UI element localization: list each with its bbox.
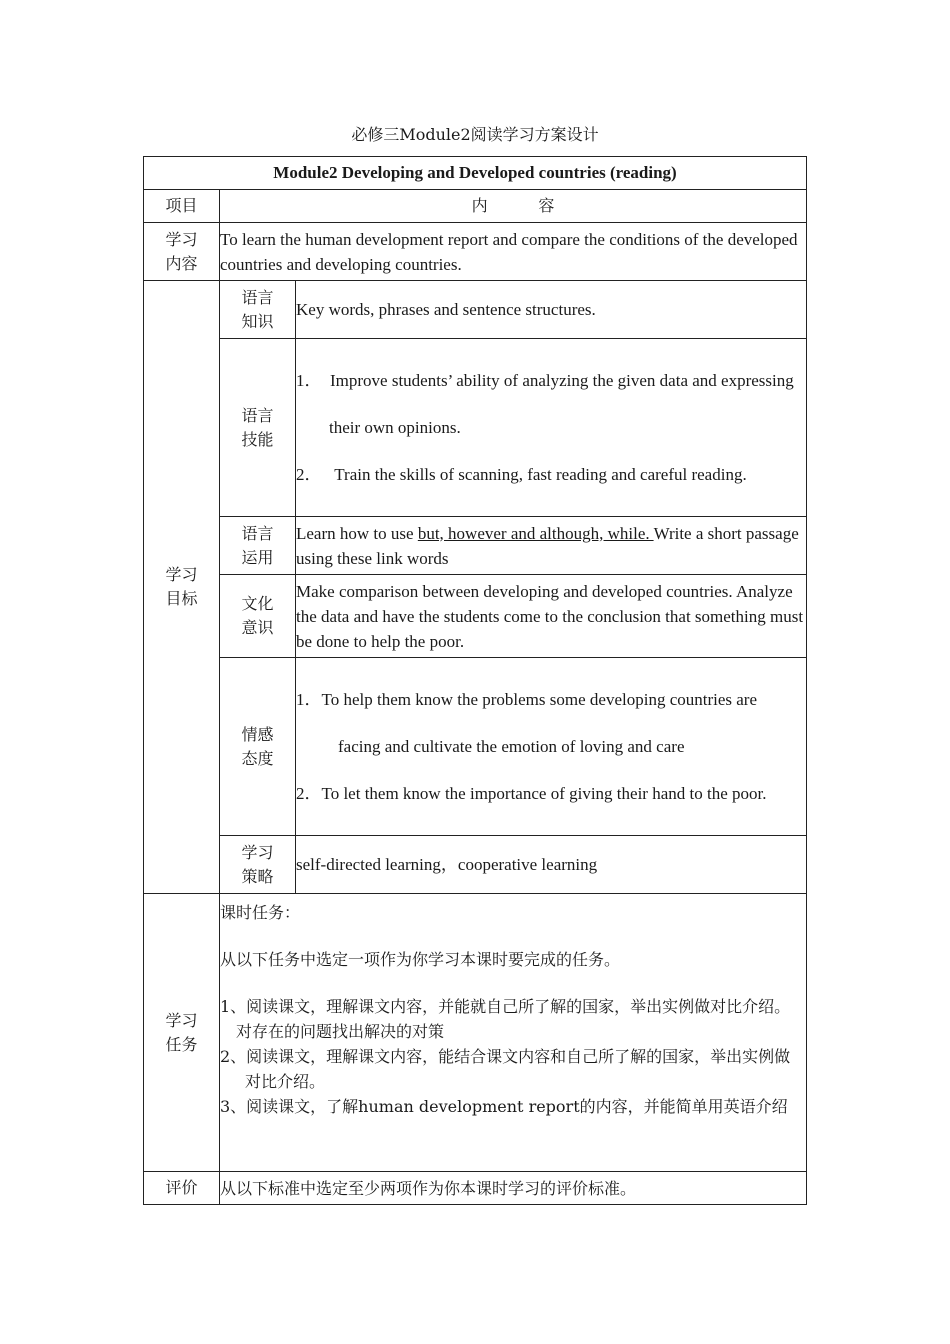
skills-item-1: 1． Improve students’ ability of analyzing the given data and expressing xyxy=(296,371,794,390)
task-item-2: 2、阅读课文，理解课文内容，能结合课文内容和自己所了解的国家，举出实例做对比介绍。 xyxy=(220,1047,791,1091)
emotion-item-1-continued: facing and cultivate the emotion of loving and care xyxy=(338,737,685,756)
document-title: 必修三Module2阅读学习方案设计 xyxy=(351,125,599,144)
learning-strategy-label: 学习 策略 xyxy=(220,836,296,894)
language-skills-label: 语言 技能 xyxy=(220,339,296,517)
emotional-attitude-label: 情感 态度 xyxy=(220,658,296,836)
link-words-underlined: but, however and although, while. xyxy=(417,523,654,543)
skills-item-2: 2． Train the skills of scanning, fast reading and careful reading. xyxy=(296,465,747,484)
language-skills-row xyxy=(144,339,807,517)
language-skills-text xyxy=(296,339,807,517)
content-column-header: 内 容 xyxy=(220,190,807,223)
cultural-awareness-label: 文化 意识 xyxy=(220,575,296,658)
skills-item-1-continued: their own opinions. xyxy=(329,418,461,437)
emotion-item-2: 2．To let them know the importance of giving their hand to the poor. xyxy=(296,784,767,803)
language-knowledge-text: Key words, phrases and sentence structures. xyxy=(296,281,807,339)
cultural-awareness-text: Make comparison between developing and developed countries. Analyze the data and have the students come to the conclusion that something must be done to help the poor. xyxy=(296,575,807,658)
learning-tasks-row xyxy=(144,894,807,1172)
evaluation-label: 评价 xyxy=(144,1172,220,1205)
learning-content-label: 学习 内容 xyxy=(144,223,220,281)
language-usage-label: 语言 运用 xyxy=(220,517,296,575)
language-usage-text: Learn how to use but, however and although, while. Write a short passage using these link words xyxy=(296,517,807,575)
language-knowledge-label: 语言 知识 xyxy=(220,281,296,339)
cultural-awareness-row xyxy=(144,575,807,658)
tasks-heading: 课时任务： xyxy=(220,903,301,922)
task-item-3: 3、阅读课文，了解human development report的内容，并能简单用英语介绍 xyxy=(220,1097,788,1116)
task-item-1: 1、阅读课文，理解课文内容，并能就自己所了解的国家，举出实例做对比介绍。 xyxy=(220,997,791,1016)
learning-tasks-text xyxy=(220,894,807,1172)
evaluation-text: 从以下标准中选定至少两项作为你本课时学习的评价标准。 xyxy=(220,1172,807,1205)
learning-goals-label: 学习 目标 xyxy=(144,281,220,894)
learning-content-text: To learn the human development report and compare the conditions of the developed countries and developing countries. xyxy=(220,223,807,281)
learning-strategy-row xyxy=(144,836,807,894)
lesson-plan-table xyxy=(143,156,807,1205)
language-usage-row xyxy=(144,517,807,575)
learning-strategy-text: self-directed learning，cooperative learning xyxy=(296,836,807,894)
emotion-item-1: 1．To help them know the problems some developing countries are xyxy=(296,690,758,709)
language-knowledge-row xyxy=(144,281,807,339)
emotional-attitude-row xyxy=(144,658,807,836)
item-column-header: 项目 xyxy=(144,190,220,223)
tasks-intro: 从以下任务中选定一项作为你学习本课时要完成的任务。 xyxy=(220,950,621,969)
module-title: Module2 Developing and Developed countries (reading) xyxy=(144,157,807,190)
learning-content-row xyxy=(144,223,807,281)
column-header-row xyxy=(144,190,807,223)
learning-tasks-label: 学习 任务 xyxy=(144,894,220,1172)
table-header-row xyxy=(144,157,807,190)
emotional-attitude-text xyxy=(296,658,807,836)
evaluation-row xyxy=(144,1172,807,1205)
task-item-1-continued: 对存在的问题找出解决的对策 xyxy=(236,1022,445,1041)
